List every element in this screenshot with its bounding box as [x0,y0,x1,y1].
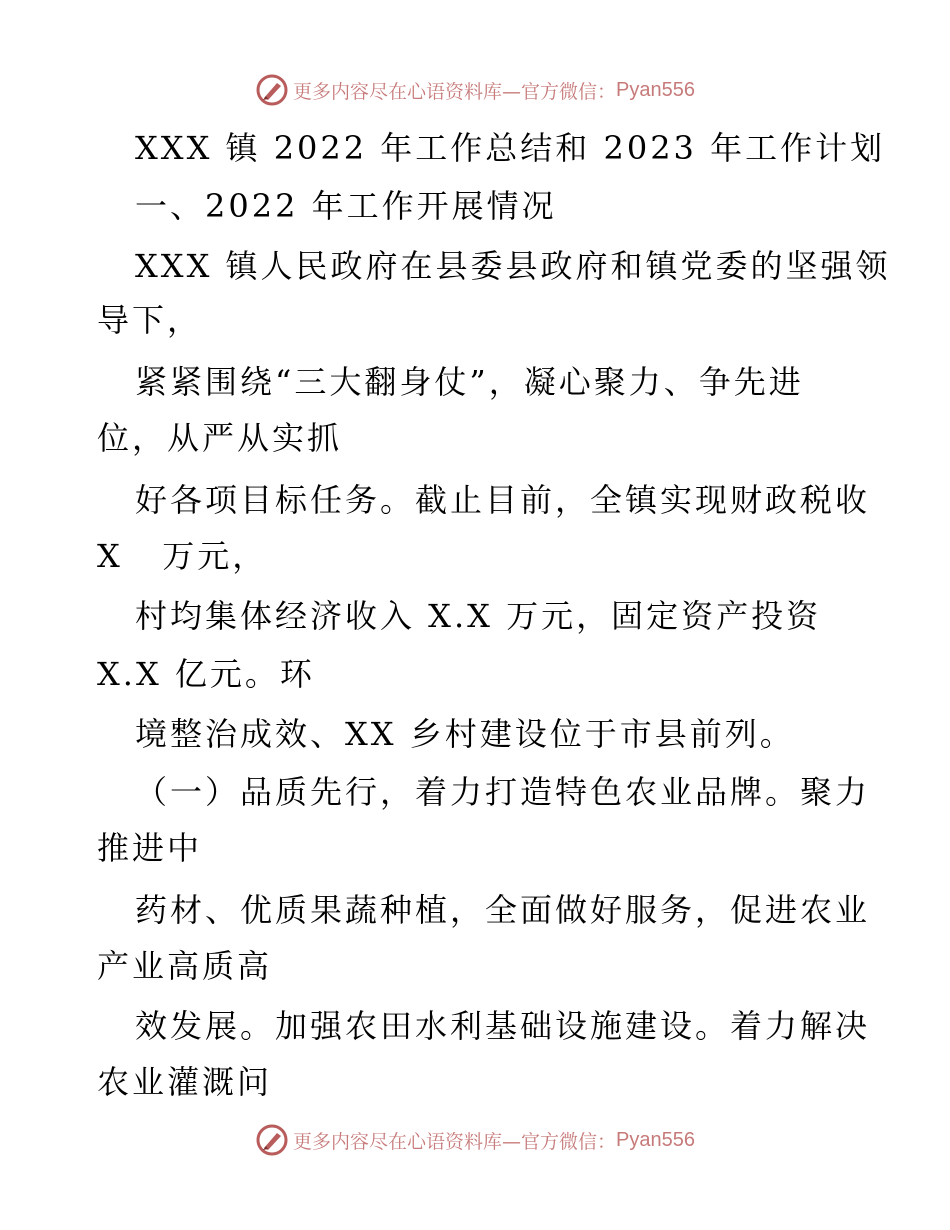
body-line: 位，从严从实抓 [97,419,343,457]
body-line: 导下， [97,301,203,339]
watermark-banner-top [0,68,950,112]
body-line: X.X 亿元。环 [97,655,315,693]
document-title: XXX 镇 2022 年工作总结和 2023 年工作计划 [135,129,886,167]
body-line: XXX 镇人民政府在县委县政府和镇党委的坚强领 [135,247,891,285]
watermark-banner-bottom [0,1118,950,1162]
watermark-account: Pyan556 [616,1128,695,1151]
body-line: 境整治成效、XX 乡村建设位于市县前列。 [135,715,795,753]
body-line: 产业高质高 [97,947,273,985]
body-line: 推进中 [97,829,203,867]
body-line: 效发展。加强农田水利基础设施建设。着力解决 [135,1007,871,1045]
body-line: 村均集体经济收入 X.X 万元，固定资产投资 [135,597,822,635]
section-heading: 一、2022 年工作开展情况 [135,187,557,225]
body-line: X 万元， [97,537,268,575]
pen-seal-logo-icon [255,73,289,107]
subsection-line: （一）品质先行，着力打造特色农业品牌。聚力 [135,773,871,811]
body-line: 农业灌溉问 [97,1063,273,1101]
body-line: 紧紧围绕“三大翻身仗”，凝心聚力、争先进 [135,363,804,401]
body-line: 药材、优质果蔬种植，全面做好服务，促进农业 [135,891,871,929]
watermark-account: Pyan556 [616,78,695,101]
pen-seal-logo-icon [255,1123,289,1157]
watermark-text: 更多内容尽在心语资料库—官方微信： [293,1130,617,1153]
body-line: 好各项目标任务。截止目前，全镇实现财政税收 [135,481,871,519]
watermark-text: 更多内容尽在心语资料库—官方微信： [293,80,617,103]
